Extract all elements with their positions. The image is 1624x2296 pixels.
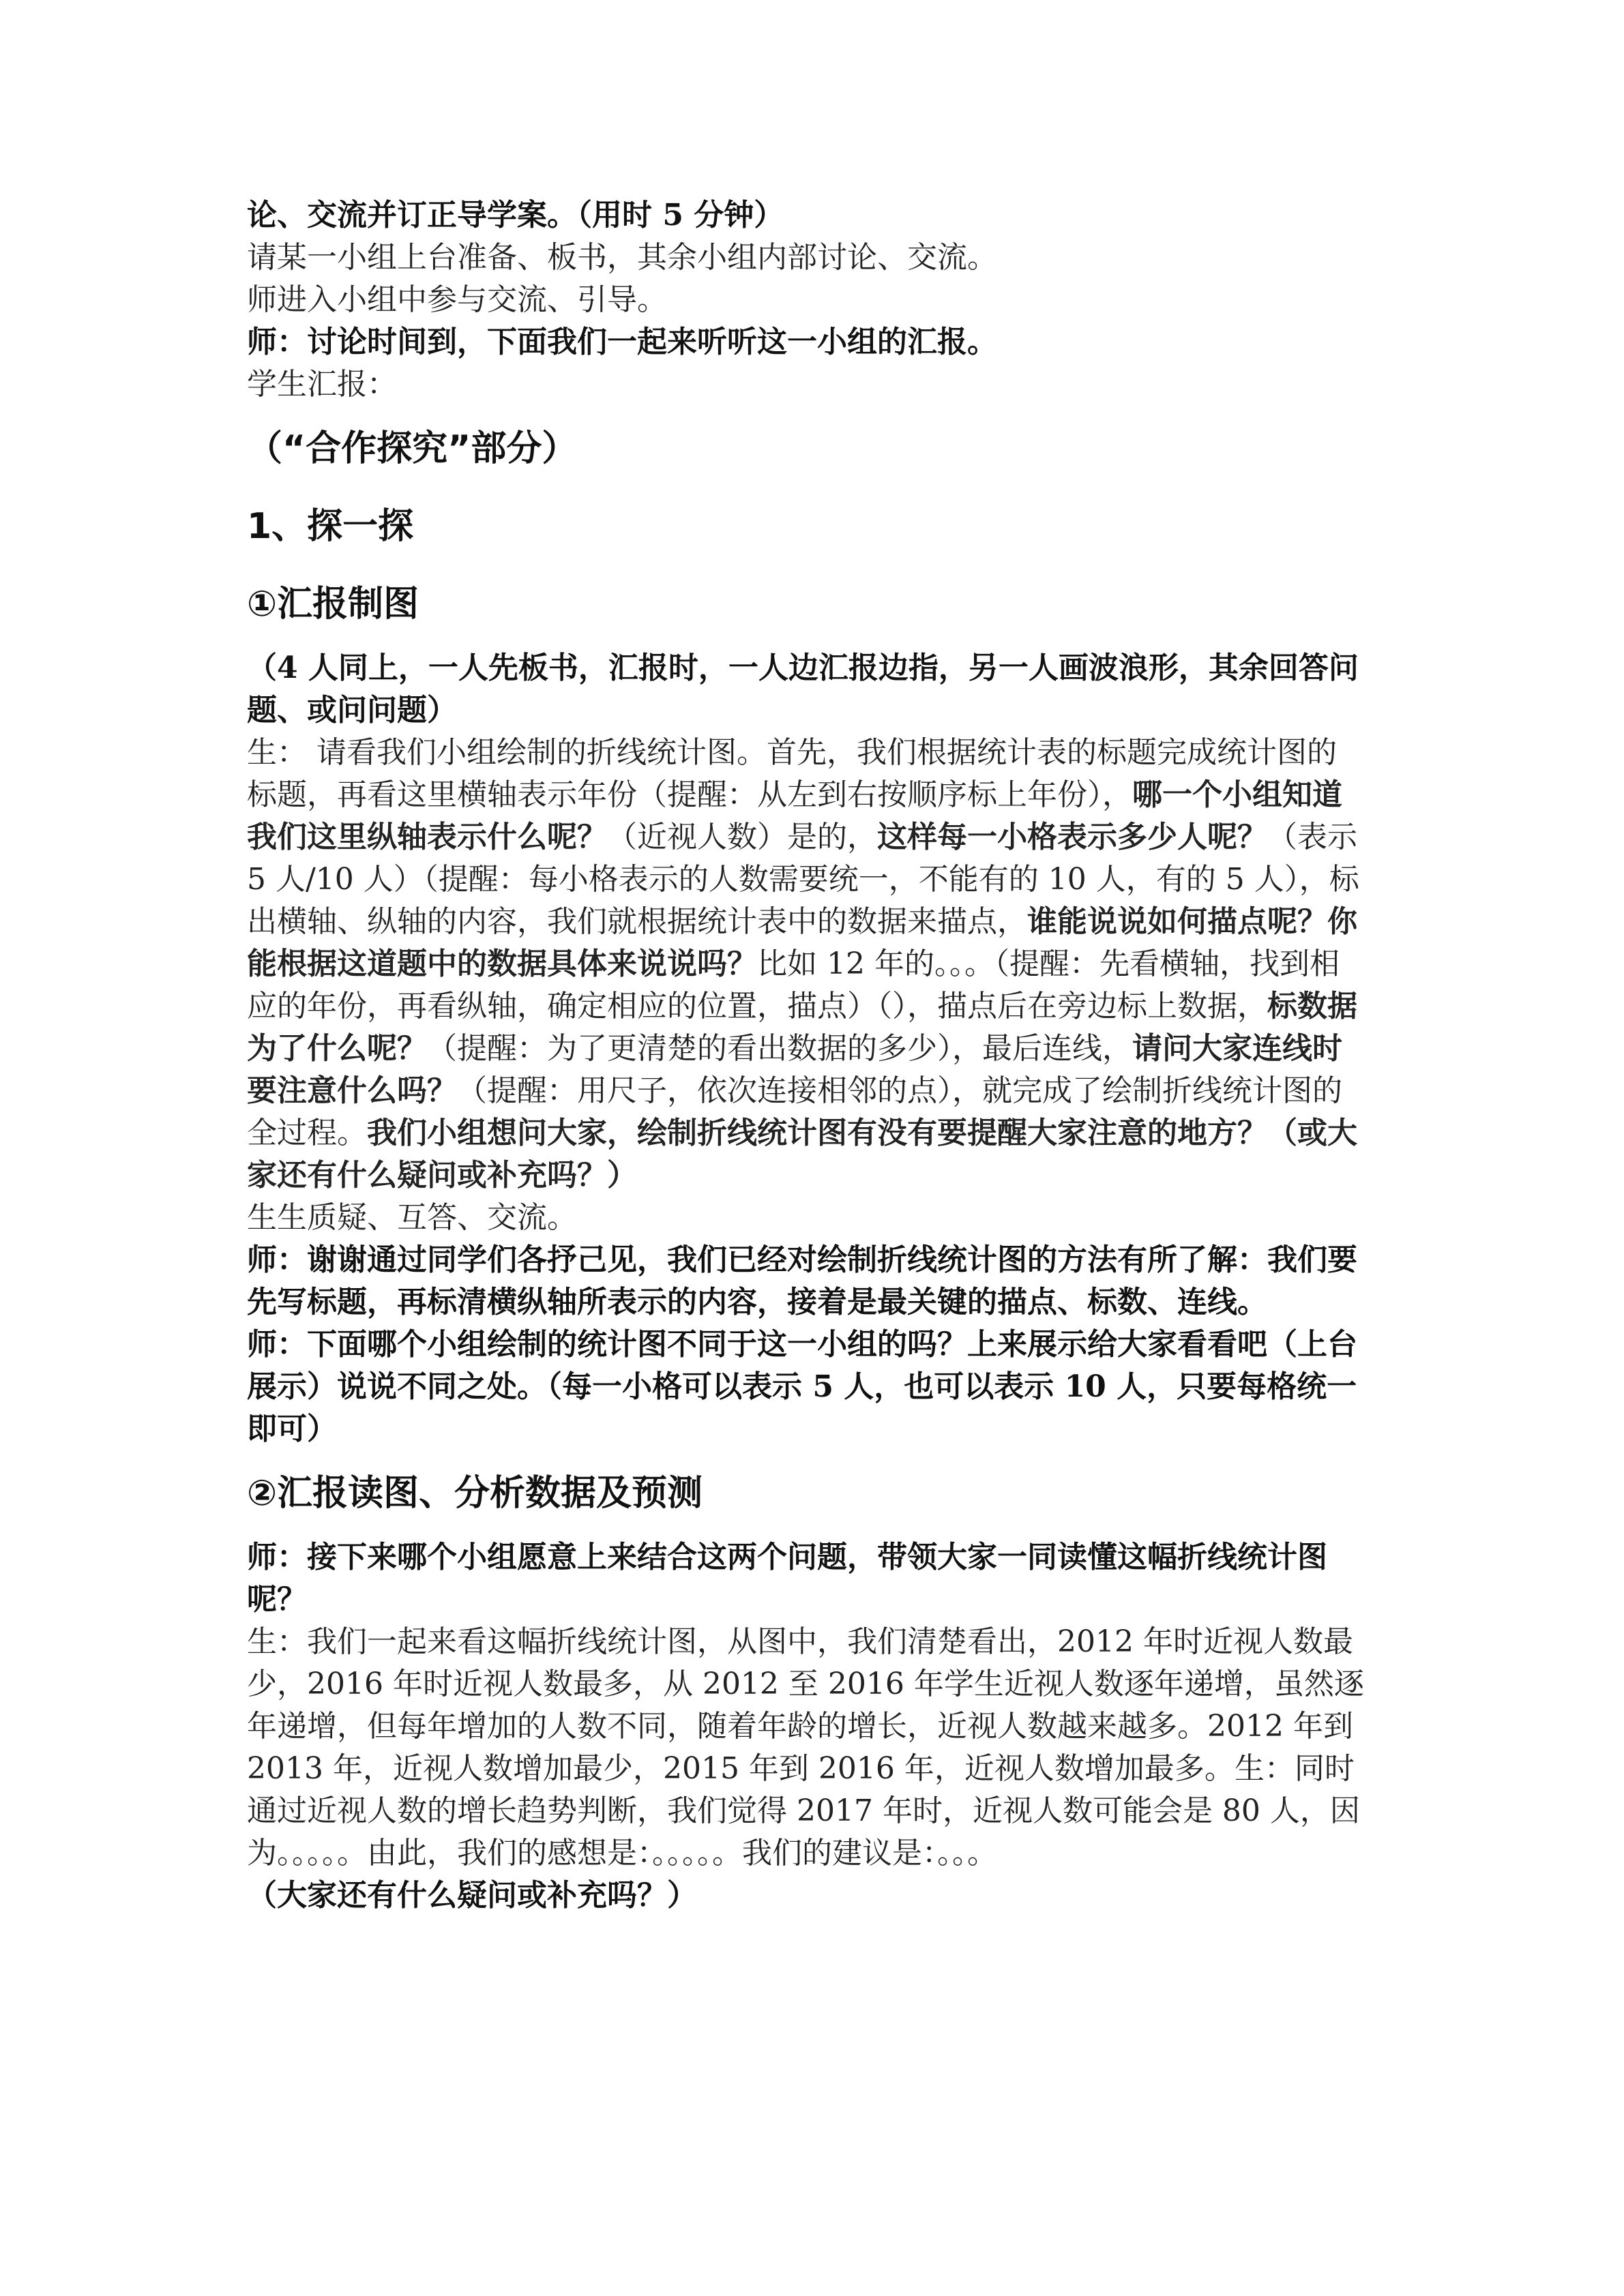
heading-part: （“合作探究”部分）	[247, 428, 578, 469]
question-connect-lines: 请问大家连线时要注意什么吗？	[247, 1031, 1342, 1108]
report-text-3: （表示 5 人/10 人）（提醒：每小格表示的人数需要统一，不能有的 10 人，有的 5 人），标出横轴、纵轴的内容，我们就根据统计表中的数据来描点，	[247, 820, 1359, 939]
teacher-compare: 师：下面哪个小组绘制的统计图不同于这一小组的吗？上来展示给大家看看吧（上台展示）说说不同之处。（每一小格可以表示 5 人，也可以表示 10 人，只要每格统一即可）	[247, 1327, 1357, 1446]
question-group-ask: 我们小组想问大家，绘制折线统计图有没有要提醒大家注意的地方？（或大家还有什么疑问或补充吗？）	[247, 1116, 1357, 1193]
peer-discussion-line: 生生质疑、互答、交流。	[247, 1200, 577, 1235]
question-plot-points: 谁能说说如何描点呢？你能根据这道题中的数据具体来说说吗？	[247, 904, 1357, 981]
role-note: （4 人同上，一人先板书，汇报时，一人边汇报边指，另一人画波浪形，其余回答问题、或问问题）	[247, 651, 1359, 728]
text-line-group-prep: 请某一小组上台准备、板书，其余小组内部讨论、交流。	[247, 240, 997, 275]
document-page	[247, 194, 1365, 1917]
report-text-4: 比如 12 年的。。。（提醒：先看横轴，找到相应的年份，再看纵轴，确定相应的位置，描点）（），描点后在旁边标上数据，	[247, 946, 1340, 1024]
text-line-teacher-guide: 师进入小组中参与交流、引导。	[247, 282, 667, 317]
report-text-5: （提醒：为了更清楚的看出数据的多少），最后连线，	[427, 1031, 1132, 1066]
heading-explore: 1、探一探	[247, 506, 414, 547]
text-line-teacher-call: 师：讨论时间到，下面我们一起来听听这一小组的汇报。	[247, 325, 997, 359]
question-vertical-axis: 哪一个小组知道我们这里纵轴表示什么呢？	[247, 777, 1342, 854]
heading-report-reading: ②汇报读图、分析数据及预测	[247, 1473, 703, 1514]
report-text-6: （提醒：用尺子，依次连接相邻的点），就完成了绘制折线统计图的全过程。	[247, 1073, 1342, 1150]
teacher-summary: 师：谢谢通过同学们各抒己见，我们已经对绘制折线统计图的方法有所了解：我们要先写标题，再标清横纵轴所表示的内容，接着是最关键的描点、标数、连线。	[247, 1242, 1357, 1320]
student-report-paragraph	[247, 732, 1365, 1197]
question-grid-unit: 这样每一小格表示多少人呢？	[877, 820, 1267, 854]
text-line-student-report: 学生汇报：	[247, 367, 397, 402]
text-line-instruction: 论、交流并订正导学案。（用时 5 分钟）	[247, 198, 784, 233]
report-text-1: 生： 请看我们小组绘制的折线统计图。首先，我们根据统计表的标题完成统计图的标题，再看这里横轴表示年份（提醒：从左到右按顺序标上年份），	[247, 735, 1337, 812]
question-label-data: 标数据为了什么呢？	[247, 989, 1357, 1066]
heading-report-drawing: ①汇报制图	[247, 584, 419, 625]
student-analysis-paragraph: 生：我们一起来看这幅折线统计图，从图中，我们清楚看出，2012 年时近视人数最少，2016 年时近视人数最多，从 2012 至 2016 年学生近视人数逐年递增，虽然逐年递增，但每年增加的人数不同，随着年龄的增长，近视人数越来越多。2012 年到 2013 年，近视人数增加最少，2015 年到 2016 年，近视人数增加最多。生：同时通过近视人数的增长趋势判断，我们觉得 2017 年时，近视人数可能会是 80 人，因为。。。。。由此，我们的感想是：。。。。。我们的建议是：。。。	[247, 1624, 1364, 1870]
report-text-2: （近视人数）是的，	[607, 820, 877, 854]
teacher-reading-prompt: 师：接下来哪个小组愿意上来结合这两个问题，带领大家一同读懂这幅折线统计图呢？	[247, 1540, 1327, 1617]
closing-question: （大家还有什么疑问或补充吗？）	[247, 1878, 697, 1913]
